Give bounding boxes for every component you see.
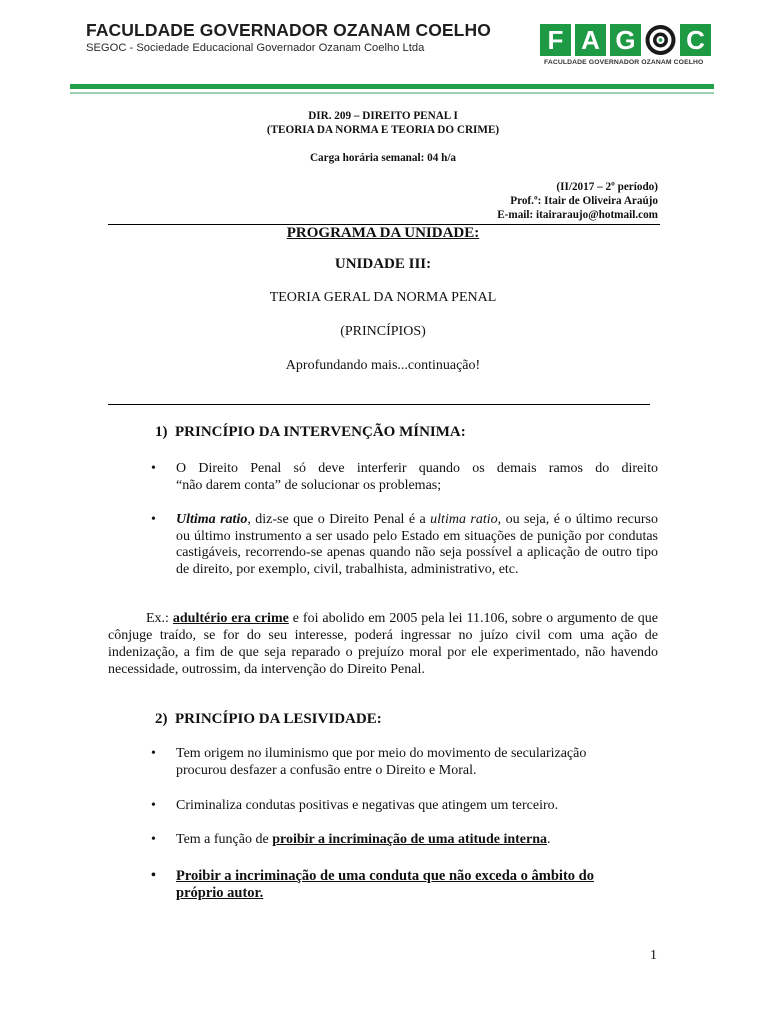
logo-caption: FACULDADE GOVERNADOR OZANAM COELHO	[544, 59, 704, 66]
bullet-text-part1: , diz-se que o Direito Penal é a	[247, 512, 431, 527]
unit-theme: TEORIA GERAL DA NORMA PENAL	[269, 290, 497, 305]
section2-bullet4	[151, 868, 658, 901]
bullet-text-highlight: proibir a incriminação de uma atitude interna	[272, 832, 548, 847]
bullet-text-line1: Proibir a incriminação de uma conduta que não exceda o âmbito do	[176, 868, 594, 884]
ultima-ratio-term: Ultima ratio	[176, 512, 248, 527]
course-topic: (TEORIA DA NORMA E TEORIA DO CRIME)	[266, 124, 500, 136]
logo-letter-g: G	[610, 24, 641, 56]
course-email: E-mail: itairaraujo@hotmail.com	[497, 209, 658, 221]
bullet-text-prefix: Tem a função de	[176, 832, 273, 847]
bullet-text-line2: procurou desfazer a confusão entre o Direito e Moral.	[176, 762, 477, 778]
program-title: PROGRAMA DA UNIDADE:	[286, 225, 480, 241]
section-divider	[108, 404, 650, 405]
page-number: 1	[650, 948, 657, 963]
example-prefix: Ex.:	[146, 611, 173, 626]
logo-letter-a: A	[575, 24, 606, 56]
header-divider-thin	[70, 92, 714, 94]
ultima-ratio-term-inline: ultima ratio	[430, 512, 498, 527]
section2-heading: 2) PRINCÍPIO DA LESIVIDADE:	[155, 711, 382, 727]
course-workload: Carga horária semanal: 04 h/a	[309, 152, 457, 164]
section2-bullet2	[151, 798, 658, 815]
bullet-dot-icon: •	[151, 868, 156, 883]
bullet-dot-icon: •	[151, 832, 156, 847]
unit-subtheme: (PRINCÍPIOS)	[340, 324, 426, 339]
bullet-text-line1: Tem origem no iluminismo que por meio do movimento de secularização	[176, 746, 587, 761]
section1-bullet1	[151, 461, 658, 494]
bullet-text-suffix: .	[547, 832, 551, 847]
bullet-dot-icon: •	[151, 461, 156, 476]
unit-intro: Aprofundando mais...continuação!	[285, 358, 481, 373]
bullet-dot-icon: •	[151, 746, 156, 761]
unit-title: UNIDADE III:	[334, 256, 432, 272]
logo-letter-c: C	[680, 24, 711, 56]
course-professor: Prof.º: Itair de Oliveira Araújo	[510, 195, 658, 207]
section1-heading: 1) PRINCÍPIO DA INTERVENÇÃO MÍNIMA:	[155, 424, 466, 440]
institution-name: FACULDADE GOVERNADOR OZANAM COELHO	[86, 20, 491, 40]
example-body: e foi abolido em 2005 pela lei 11.106, sobre o argumento de que cônjuge traído, se for do seu interesse, poderá ingressar no juízo civil com uma ação de indenização, a fim de que seja reparado o prejuízo moral por ele experimentado, não havendo necessidade, outrossim, da intervenção do Direito Penal.	[108, 611, 658, 677]
section1-bullet2	[151, 512, 658, 578]
fagoc-logo	[540, 24, 716, 76]
example-highlight: adultério era crime	[172, 611, 289, 626]
bullet-text-part2: , ou seja, é o último recurso ou último instrumento a ser usado pelo Estado em situações de punição por condutas castigáveis, recorrendo-se apenas quando não seja possível a aplicação de outro tipo de direito, por exemplo, civil, trabalhista, administrativo, etc.	[176, 512, 658, 577]
course-code: DIR. 209 – DIREITO PENAL I	[308, 110, 458, 122]
section2-bullet1	[151, 746, 658, 779]
bullet-text-line2: “não darem conta” de solucionar os problemas;	[176, 477, 442, 493]
bullet-dot-icon: •	[151, 798, 156, 813]
target-icon	[645, 24, 676, 56]
bullet-dot-icon: •	[151, 512, 156, 527]
section2-bullet3	[151, 832, 658, 849]
bullet-text: Criminaliza condutas positivas e negativas que atingem um terceiro.	[176, 798, 559, 813]
section1-example	[108, 610, 658, 678]
logo-letter-f: F	[540, 24, 571, 56]
institution-subtitle: SEGOC - Sociedade Educacional Governador Ozanam Coelho Ltda	[86, 42, 425, 54]
header-divider	[70, 84, 714, 89]
bullet-text-line2: próprio autor.	[176, 884, 264, 901]
course-period: (II/2017 – 2º período)	[556, 181, 658, 193]
bullet-text-line1: O Direito Penal só deve interferir quando os demais ramos do direito	[176, 461, 658, 476]
